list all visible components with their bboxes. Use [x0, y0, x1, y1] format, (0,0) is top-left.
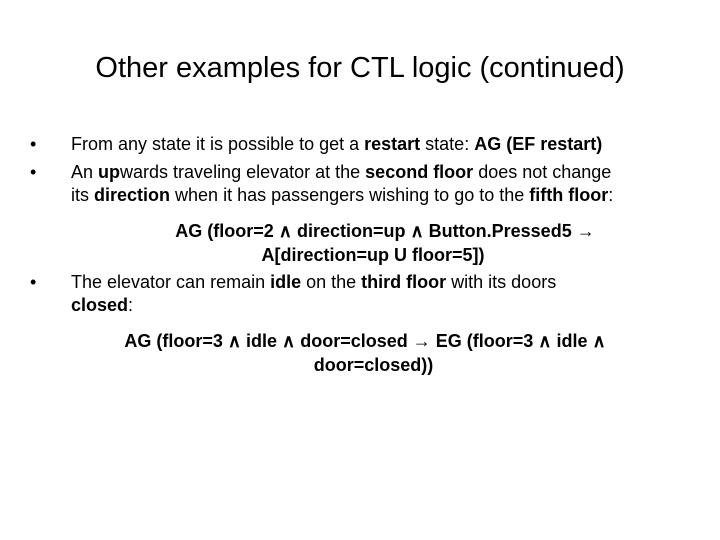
text-run-bold: up [98, 162, 121, 182]
bullet-marker: • [30, 272, 37, 292]
text-run: From any state it is possible to get a [71, 134, 365, 154]
bullet-1-line-1 [71, 133, 602, 155]
bullet-marker: • [30, 134, 37, 154]
text-run-bold: fifth floor [529, 185, 609, 205]
bullet-2-line-2 [71, 184, 613, 206]
bullet-3-line-2 [71, 294, 133, 316]
slide-title: Other examples for CTL logic (continued) [95, 52, 625, 84]
text-run: : [128, 295, 134, 315]
formula-2-line-2: door=closed)) [313, 355, 434, 375]
formula-1-line-1: AG (floor=2 ∧ direction=up ∧ Button.Pressed5 → [175, 221, 595, 241]
text-run: state: [420, 134, 475, 154]
text-run: An [71, 162, 99, 182]
text-run: when it has passengers wishing to go to the [170, 185, 530, 205]
text-run-bold: second floor [365, 162, 474, 182]
text-run: with its doors [446, 272, 557, 292]
formula-2-line-1: AG (floor=3 ∧ idle ∧ door=closed → EG (floor=3 ∧ idle ∧ [124, 331, 606, 351]
bullet-2-line-1 [71, 161, 611, 183]
text-run-bold: AG (EF restart) [474, 134, 603, 154]
text-run: wards traveling elevator at the [120, 162, 366, 182]
text-run: on the [301, 272, 362, 292]
text-run: : [608, 185, 614, 205]
text-run: The elevator can remain [71, 272, 271, 292]
bullet-marker: • [30, 162, 37, 182]
text-run-bold: closed [71, 295, 129, 315]
text-run: does not change [473, 162, 612, 182]
text-run-bold: direction [94, 185, 171, 205]
text-run: its [71, 185, 95, 205]
bullet-3-line-1 [71, 271, 556, 293]
text-run-bold: idle [270, 272, 302, 292]
text-run-bold: restart [364, 134, 421, 154]
text-run-bold: third floor [361, 272, 447, 292]
formula-1-line-2: A[direction=up U floor=5]) [261, 245, 485, 265]
